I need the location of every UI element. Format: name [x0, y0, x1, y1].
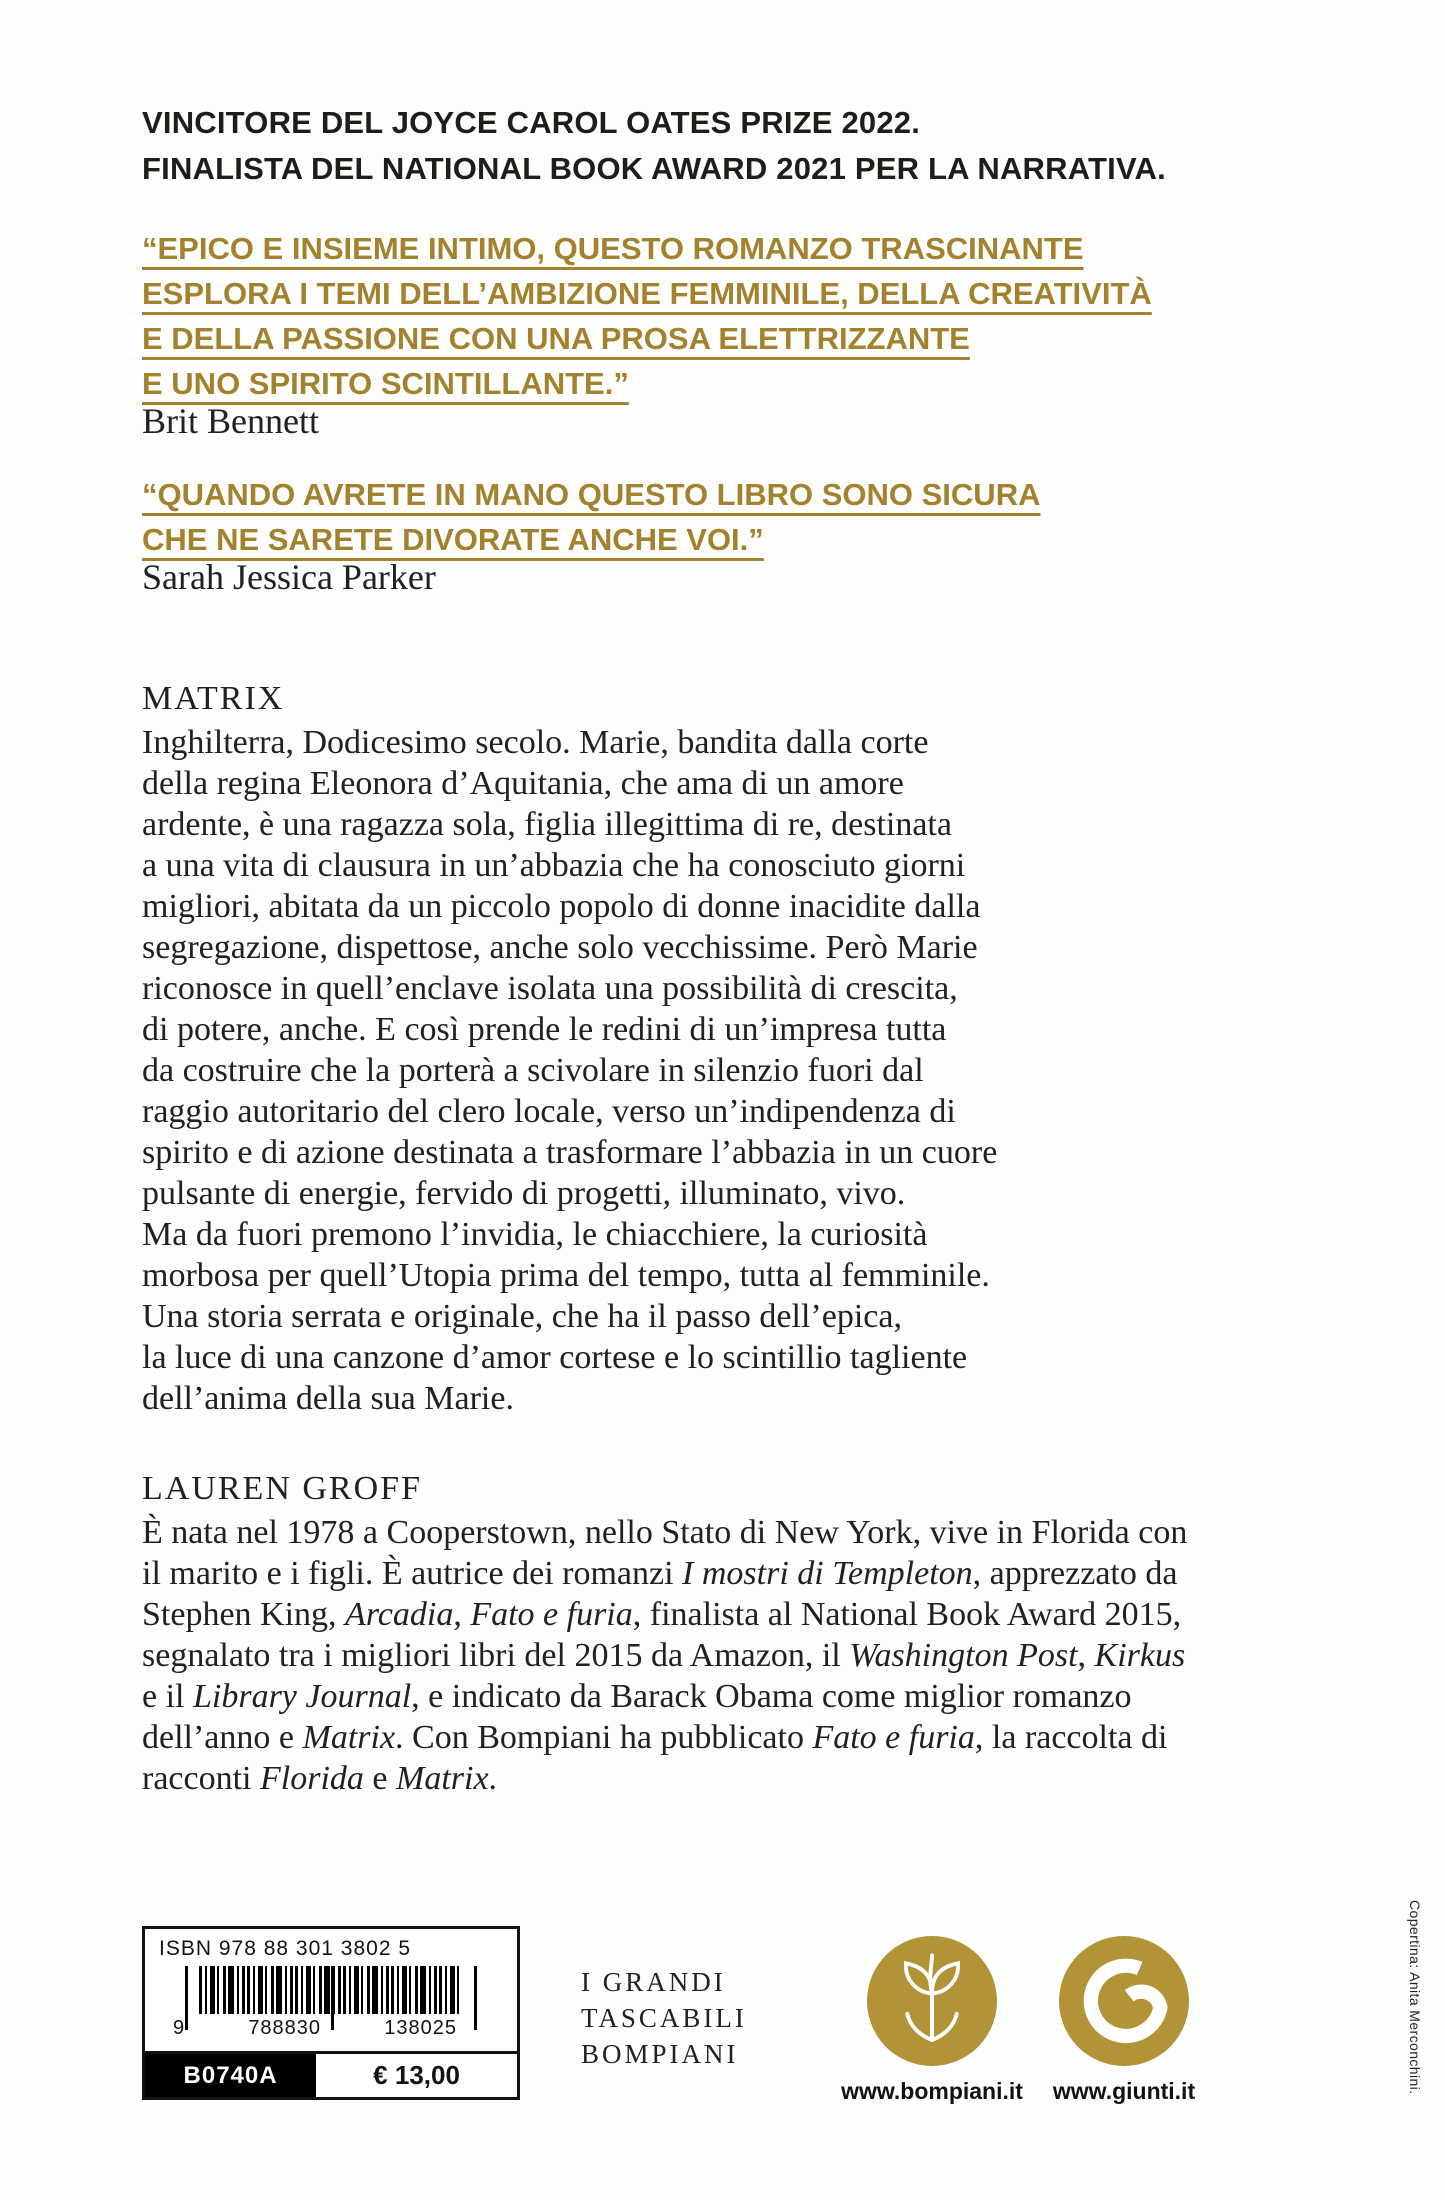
awards-text: [142, 100, 1242, 192]
barcode-bar: [306, 1966, 311, 2014]
barcode-bar: [367, 1966, 370, 2014]
text-line: BOMPIANI: [581, 2039, 739, 2069]
text-line: della regina Eleonora d’Aquitania, che ama di un amore: [142, 765, 904, 802]
barcode-bar: [343, 1966, 346, 2014]
text-line: Una storia serrata e originale, che ha il passo dell’epica,: [142, 1298, 902, 1335]
barcode-bar: [295, 1966, 298, 2014]
barcode-bar: [372, 1966, 378, 2014]
author-heading: LAUREN GROFF: [142, 1470, 422, 1507]
barcode-bar: [285, 1966, 287, 2014]
text-segment: . Con Bompiani ha pubblicato: [395, 1719, 813, 1756]
text-line: Inghilterra, Dodicesimo secolo. Marie, bandita dalla corte: [142, 724, 929, 761]
text-segment: Fato e furia: [812, 1719, 975, 1756]
barcode-bar: [242, 1966, 245, 2014]
text-segment: Library Journal: [192, 1678, 412, 1715]
text-segment: , apprezzato da Stephen King,: [142, 1555, 1178, 1633]
author-bio-text: [142, 1512, 1202, 1799]
barcode-bar: [319, 1966, 322, 2014]
text-line: da costruire che la porterà a scivolare in silenzio fuori dal: [142, 1052, 924, 1089]
text-line: riconosce in quell’enclave isolata una possibilità di crescita,: [142, 970, 958, 1007]
barcode-digit-group: 138025: [384, 2017, 457, 2039]
barcode-bar: [434, 1966, 437, 2014]
barcode-bar: [237, 1966, 239, 2014]
text-segment: Matrix: [302, 1719, 396, 1756]
text-segment: , la raccolta di racconti: [142, 1719, 1168, 1797]
barcode-guard-right: [474, 1966, 477, 2030]
text-segment: Kirkus: [1094, 1637, 1186, 1674]
text-line: spirito e di azione destinata a trasformare l’abbazia in un cuore: [142, 1134, 998, 1171]
quote-attribution-brit-bennett: Brit Bennett: [142, 401, 319, 441]
barcode-bar: [361, 1966, 363, 2014]
text-line: segregazione, dispettose, anche solo vecchissime. Però Marie: [142, 929, 978, 966]
bompiani-website: www.bompiani.it: [841, 2078, 1023, 2104]
barcode-bar: [217, 1966, 219, 2014]
text-segment: Fato e furia: [470, 1596, 633, 1633]
barcode-bar: [381, 1966, 383, 2014]
text-line: I GRANDI: [581, 1967, 726, 1997]
text-segment: e il: [142, 1678, 193, 1715]
text-segment: , e indicato da Barack Obama come miglior romanzo dell’anno e: [142, 1678, 1132, 1756]
barcode-bar: [349, 1966, 351, 2014]
text-line: Ma da fuori premono l’invidia, le chiacchiere, la curiosità: [142, 1216, 928, 1253]
barcode-bar: [247, 1966, 250, 2014]
text-line: morbosa per quell’Utopia prima del tempo, tutta al femminile.: [142, 1257, 990, 1294]
barcode-digit-group: 788830: [248, 2017, 322, 2039]
barcode-bar: [391, 1966, 394, 2014]
quote-brit-bennett: [142, 226, 1262, 406]
barcode-bar: [457, 1966, 459, 2014]
text-line: “QUANDO AVRETE IN MANO QUESTO LIBRO SONO SICURA: [142, 477, 1041, 512]
price: € 13,00: [373, 2060, 460, 2090]
bompiani-publisher-block: [832, 1936, 1032, 2105]
barcode-bar: [276, 1966, 282, 2014]
barcode-bar: [253, 1966, 255, 2014]
text-line: migliori, abitata da un piccolo popolo di donne inacidite dalla: [142, 888, 981, 925]
text-segment: , finalista al National Book Award 2015, segnalato tra i migliori libri del 2015 da Amazon, il: [142, 1596, 1182, 1674]
barcode-bar: [199, 1966, 202, 2014]
text-line: di potere, anche. E così prende le redini di un’impresa tutta: [142, 1011, 947, 1048]
barcode-bar: [415, 1966, 418, 2014]
bompiani-logo: [867, 1936, 997, 2066]
barcode-bar: [429, 1966, 431, 2014]
text-segment: Arcadia: [345, 1596, 454, 1633]
giunti-publisher-block: [1024, 1936, 1224, 2105]
barcode-bar: [397, 1966, 399, 2014]
barcode-bar: [290, 1966, 293, 2014]
text-segment: ,: [1077, 1637, 1095, 1674]
barcode-bar: [223, 1966, 226, 2014]
text-segment: I mostri di Templeton: [682, 1555, 973, 1592]
isbn-label: ISBN 978 88 301 3802 5: [159, 1937, 412, 1960]
text-line: CHE NE SARETE DIVORATE ANCHE VOI.”: [142, 522, 764, 557]
giunti-website: www.giunti.it: [1052, 2078, 1196, 2104]
text-segment: Washington Post: [849, 1637, 1078, 1674]
text-line: VINCITORE DEL JOYCE CAROL OATES PRIZE 2022.: [142, 105, 921, 140]
barcode-bar: [324, 1966, 330, 2014]
text-line: dell’anima della sua Marie.: [142, 1380, 514, 1417]
quote-sarah-jessica-parker: [142, 472, 1262, 562]
barcode-bar: [313, 1966, 315, 2014]
barcode-bar: [228, 1966, 234, 2014]
barcode-bar: [301, 1966, 303, 2014]
barcode-bar: [271, 1966, 274, 2014]
text-segment: ,: [453, 1596, 471, 1633]
barcode-bar: [386, 1966, 389, 2014]
barcode: [171, 1966, 491, 2042]
edition-code: B0740A: [145, 2054, 316, 2097]
isbn-box: [142, 1926, 520, 2100]
synopsis-heading: MATRIX: [142, 680, 285, 717]
text-line: TASCABILI: [581, 2003, 747, 2033]
text-line: FINALISTA DEL NATIONAL BOOK AWARD 2021 PER LA NARRATIVA.: [142, 151, 1166, 186]
barcode-bar: [450, 1966, 455, 2014]
barcode-guard-middle: [331, 1966, 334, 2030]
quote-attribution-sarah-jessica-parker: Sarah Jessica Parker: [142, 557, 436, 597]
text-line: pulsante di energie, fervido di progetti, illuminato, vivo.: [142, 1175, 906, 1212]
barcode-bar: [338, 1966, 341, 2014]
text-line: E UNO SPIRITO SCINTILLANTE.”: [142, 366, 629, 401]
barcode-bar: [258, 1966, 263, 2014]
text-line: ardente, è una ragazza sola, figlia illegittima di re, destinata: [142, 806, 952, 843]
barcode-bar: [420, 1966, 426, 2014]
text-segment: Florida: [260, 1760, 364, 1797]
text-segment: e: [363, 1760, 396, 1797]
giunti-logo: [1059, 1936, 1189, 2066]
barcode-bar: [210, 1966, 215, 2014]
barcode-bar: [445, 1966, 447, 2014]
text-segment: È nata nel 1978 a Cooperstown, nello Stato di New York, vive in Florida con il marito e i figli. È autrice dei romanzi: [142, 1514, 1188, 1592]
text-line: E DELLA PASSIONE CON UNA PROSA ELETTRIZZANTE: [142, 321, 970, 356]
text-segment: Matrix: [396, 1760, 489, 1797]
barcode-digit-group: 9: [173, 2017, 186, 2039]
synopsis-text: [142, 722, 1202, 1419]
imprint-series-name: [581, 1964, 747, 2072]
cover-credits: Copertina: Anita Merconchini.: [1407, 1900, 1423, 2095]
barcode-guard-left: [185, 1966, 188, 2030]
barcode-bar: [439, 1966, 442, 2014]
barcode-bar: [354, 1966, 359, 2014]
text-line: la luce di una canzone d’amor cortese e lo scintillio tagliente: [142, 1339, 968, 1376]
price-row: [145, 2051, 517, 2097]
text-line: a una vita di clausura in un’abbazia che ha conosciuto giorni: [142, 847, 966, 884]
barcode-bar: [205, 1966, 207, 2014]
text-line: ESPLORA I TEMI DELL’AMBIZIONE FEMMINILE, DELLA CREATIVITÀ: [142, 276, 1152, 311]
text-line: “EPICO E INSIEME INTIMO, QUESTO ROMANZO TRASCINANTE: [142, 231, 1084, 266]
barcode-bar: [265, 1966, 267, 2014]
text-segment: .: [488, 1760, 498, 1797]
text-line: raggio autoritario del clero locale, verso un’indipendenza di: [142, 1093, 956, 1130]
barcode-bar: [409, 1966, 411, 2014]
barcode-bar: [402, 1966, 407, 2014]
